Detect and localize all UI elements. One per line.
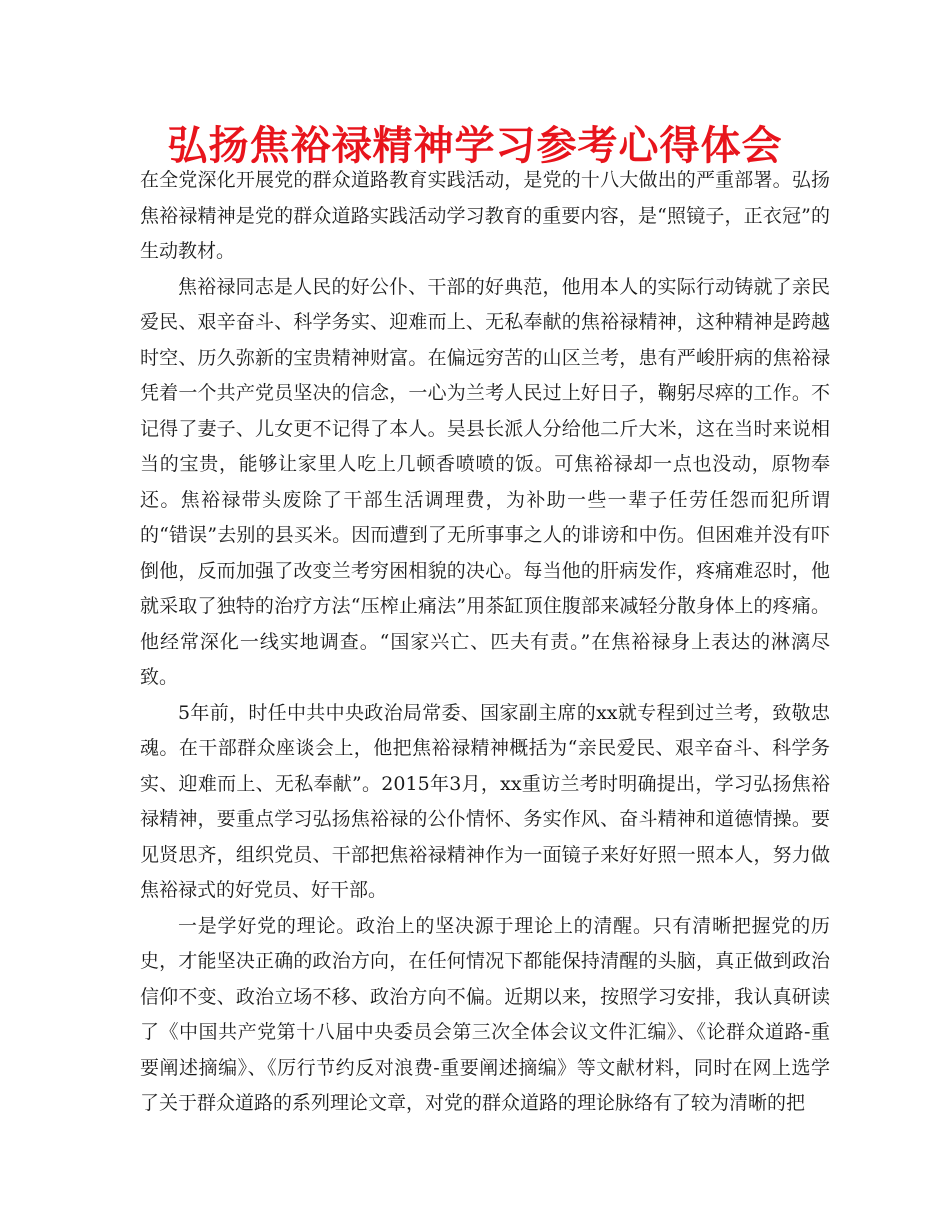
- paragraph-intro: 在全党深化开展党的群众道路教育实践活动，是党的十八大做出的严重部署。弘扬焦裕禄精神是党的群众道路实践活动学习教育的重要内容，是“照镜子，正衣冠”的生动教材。: [140, 169, 830, 262]
- paragraph-study-theory: 一是学好党的理论。政治上的坚决源于理论上的清醒。只有清晰把握党的历史，才能坚决正确的政治方向，在任何情况下都能保持清醒的头脑，真正做到政治信仰不变、政治立场不移、政治方向不偏。近期以来，按照学习安排，我认真研读了《中国共产党第十八届中央委员会第三次全体会议文件汇编》、《论群众道路-重要阐述摘编》、《厉行节约反对浪费-重要阐述摘编》等文献材料，同时在网上选学了关于群众道路的系列理论文章，对党的群众道路的理论脉络有了较为清晰的把: [140, 914, 830, 1114]
- document-body: [140, 163, 830, 1122]
- document-title: 弘扬焦裕禄精神学习参考心得体会: [167, 123, 783, 169]
- paragraph-lankao-visit: 5年前，时任中共中央政治局常委、国家副主席的xx就专程到过兰考，致敬忠魂。在干部群众座谈会上，他把焦裕禄精神概括为“亲民爱民、艰辛奋斗、科学务实、迎难而上、无私奉献”。2015年3月，xx重访兰考时明确提出，学习弘扬焦裕禄精神，要重点学习弘扬焦裕禄的公仆情怀、务实作风、奋斗精神和道德情操。要见贤思齐，组织党员、干部把焦裕禄精神作为一面镜子来好好照一照本人，努力做焦裕禄式的好党员、好干部。: [140, 701, 830, 901]
- paragraph-jiao-yulu-spirit: 焦裕禄同志是人民的好公仆、干部的好典范，他用本人的实际行动铸就了亲民爱民、艰辛奋斗、科学务实、迎难而上、无私奉献的焦裕禄精神，这种精神是跨越时空、历久弥新的宝贵精神财富。在偏远穷苦的山区兰考，患有严峻肝病的焦裕禄凭着一个共产党员坚决的信念，一心为兰考人民过上好日子，鞠躬尽瘁的工作。不记得了妻子、儿女更不记得了本人。吴县长派人分给他二斤大米，这在当时来说相当的宝贵，能够让家里人吃上几顿香喷喷的饭。可焦裕禄却一点也没动，原物奉还。焦裕禄带头废除了干部生活调理费，为补助一些一辈子任劳任怨而犯所谓的“错误”去别的县买米。因而遭到了无所事事之人的诽谤和中伤。但困难并没有吓倒他，反而加强了改变兰考穷困相貌的决心。每当他的肝病发作，疼痛难忍时，他就采取了独特的治疗方法“压榨止痛法”用茶缸顶住腹部来减轻分散身体上的疼痛。他经常深化一线实地调查。“国家兴亡、匹夫有责。”在焦裕禄身上表达的淋漓尽致。: [140, 275, 830, 688]
